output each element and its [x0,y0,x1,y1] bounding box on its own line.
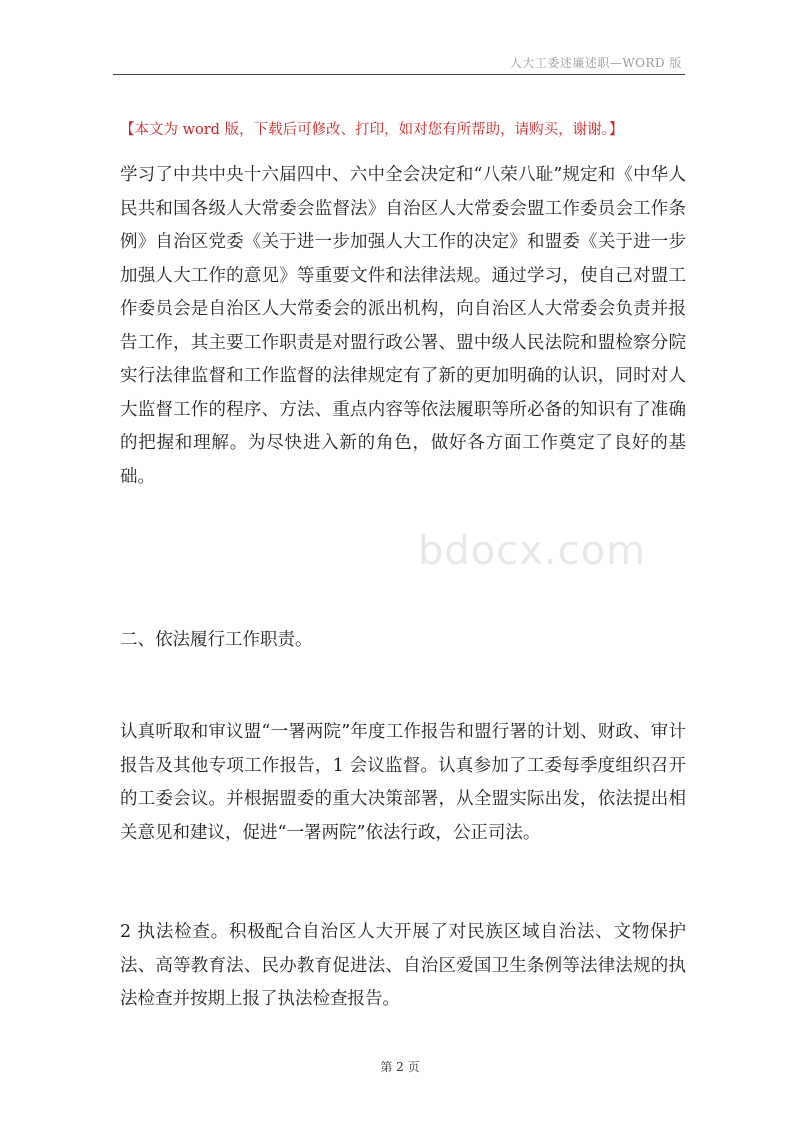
watermark-text: bdocx.com [418,528,647,574]
header-divider [113,74,685,75]
download-notice: 【本文为 word 版，下载后可修改、打印，如对您有所帮助，请购买，谢谢。】 [120,122,624,138]
paragraph-law-enforcement-inspection: 2 执法检查。积极配合自治区人大开展了对民族区域自治法、文物保护法、高等教育法、民办教育促进法、自治区爱国卫生条例等法律法规的执法检查并按期上报了执法检查报告。 [120,922,686,1009]
page-number: 第 2 页 [380,1060,420,1074]
document-header-title: 人大工委述廉述职—WORD 版 [509,56,682,70]
section-heading-duties: 二、依法履行工作职责。 [120,630,313,650]
paragraph-study: 学习了中共中央十六届四中、六中全会决定和“八荣八耻”规定和《中华人民共和国各级人大常委会监督法》自治区人大常委会盟工作委员会工作条例》自治区党委《关于进一步加强人大工作的决定》和盟委《关于进一步加强人大工作的意见》等重要文件和法律法规。通过学习，使自己对盟工作委员会是自治区人大常委会的派出机构，向自治区人大常委会负责并报告工作，其主要工作职责是对盟行政公署、盟中级人民法院和盟检察分院实行法律监督和工作监督的法律规定有了新的更加明确的认识，同时对人大监督工作的程序、方法、重点内容等依法履职等所必备的知识有了准确的把握和理解。为尽快进入新的角色，做好各方面工作奠定了良好的基础。 [120,165,686,487]
paragraph-meeting-supervision: 认真听取和审议盟“一署两院”年度工作报告和盟行署的计划、财政、审计报告及其他专项工作报告，1 会议监督。认真参加了工委每季度组织召开的工委会议。并根据盟委的重大决策部署，从全盟实际出发，依法提出相关意见和建议，促进“一署两院”依法行政，公正司法。 [120,722,686,843]
